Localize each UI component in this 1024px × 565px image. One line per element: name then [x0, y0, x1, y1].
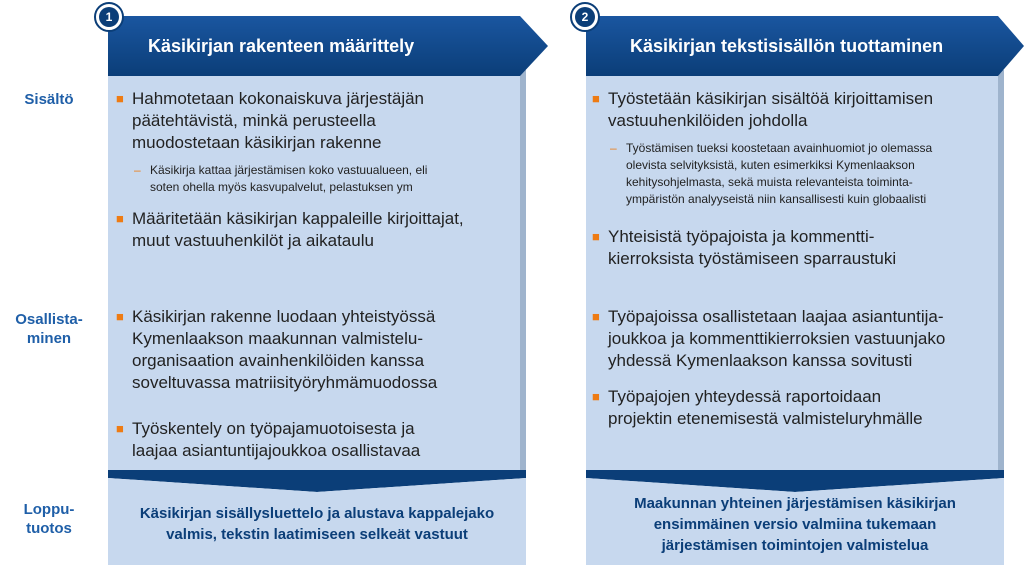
phase-2-number-badge [570, 2, 600, 32]
phase-1-outcome: Käsikirjan sisällysluettelo ja alustava kappalejako valmis, tekstin laatimiseen selkeät vastuut [139, 505, 495, 543]
row-label-participation: Osallista- minen [15, 311, 83, 347]
row-label-outcome: Loppu- tuotos [23, 501, 75, 537]
phase-1-panel-shadow [520, 70, 526, 475]
phase-1-number: 1 [99, 7, 119, 27]
phase-2-panel-shadow [998, 70, 1004, 475]
phase-1-title: Käsikirjan rakenteen määrittely [148, 36, 415, 56]
phase-2-outcome: Maakunnan yhteinen järjestämisen käsikirjan ensimmäinen versio valmiina tukemaan järjestämisen toimintojen valmistelua [634, 495, 956, 554]
phase-1-header [108, 16, 548, 76]
phase-2-number: 2 [575, 7, 595, 27]
phase-2-title: Käsikirjan tekstisisällön tuottaminen [630, 36, 944, 56]
phase-1-number-badge [94, 2, 124, 32]
phase-2-header [586, 16, 1024, 76]
row-label-content: Sisältö [24, 91, 74, 108]
